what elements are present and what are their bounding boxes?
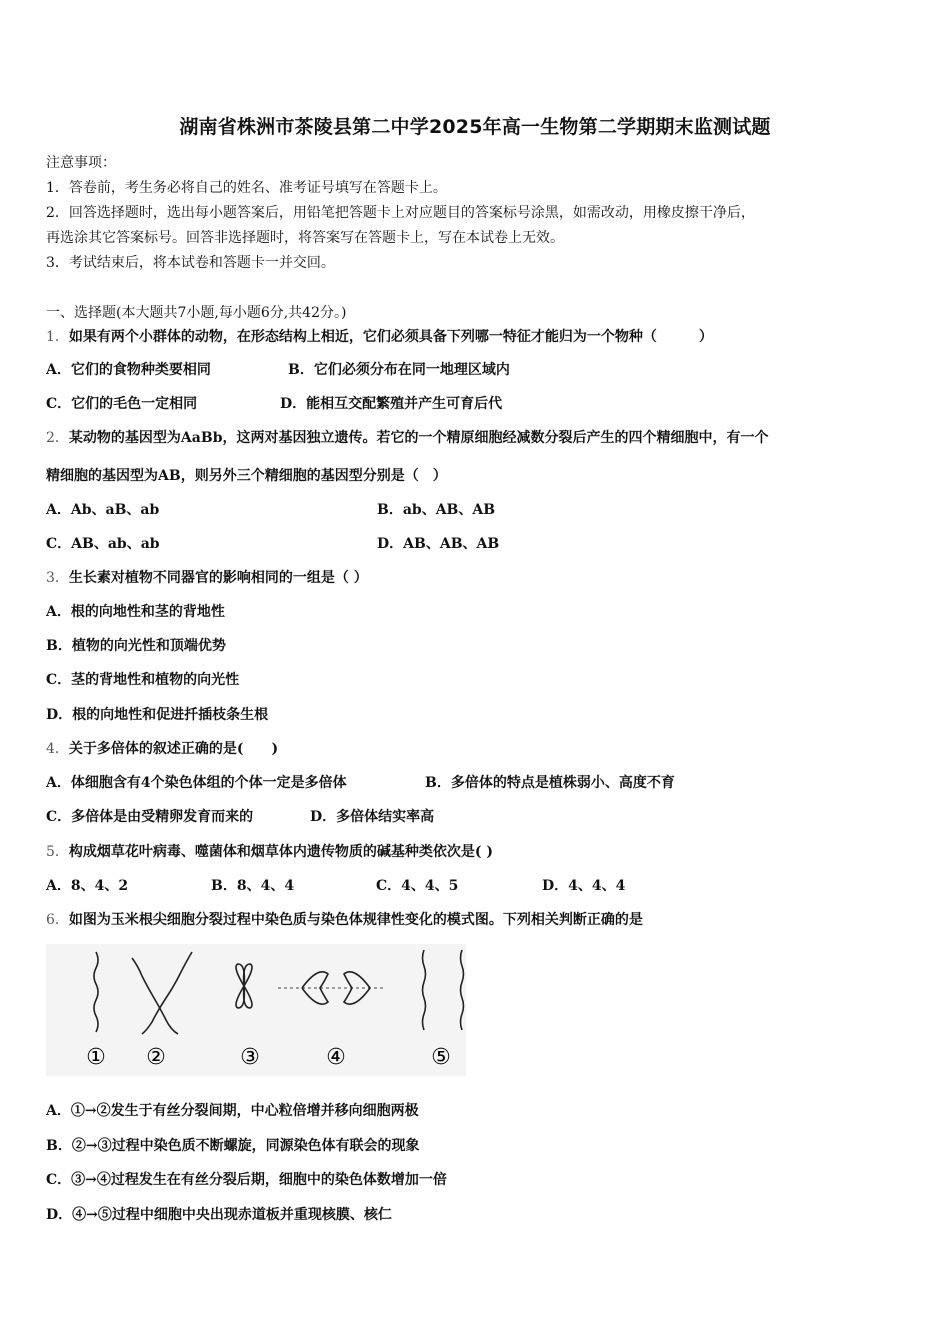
question-stem: 关于多倍体的叙述正确的是( ) bbox=[68, 741, 279, 757]
question-2 bbox=[46, 428, 768, 448]
figure-label-1: ① bbox=[86, 1045, 106, 1070]
option-c: C．它们的毛色一定相同 bbox=[46, 396, 198, 412]
option-c: C．③→④过程发生在有丝分裂后期，细胞中的染色体数增加一倍 bbox=[46, 1172, 447, 1188]
question-stem: 构成烟草花叶病毒、噬菌体和烟草体内遗传物质的碱基种类依次是( ) bbox=[68, 844, 494, 860]
question-number: 4． bbox=[46, 741, 69, 757]
question-stem: 生长素对植物不同器官的影响相同的一组是（ ） bbox=[68, 570, 368, 586]
option-d: D．根的向地性和促进扦插枝条生根 bbox=[46, 707, 269, 723]
question-1 bbox=[46, 327, 713, 347]
question-5 bbox=[46, 842, 493, 862]
figure-label-3: ③ bbox=[240, 1045, 260, 1070]
option-c: C．AB、ab、ab bbox=[46, 536, 160, 552]
option-a: A．体细胞含有4个染色体组的个体一定是多倍体 bbox=[46, 775, 347, 791]
option-a: A．Ab、aB、ab bbox=[46, 502, 160, 518]
option-c: C．茎的背地性和植物的向光性 bbox=[46, 672, 240, 688]
option-b: B．8、4、4 bbox=[211, 878, 295, 894]
option-d: D．多倍体结实率高 bbox=[310, 809, 435, 825]
option-b: B．植物的向光性和顶端优势 bbox=[46, 638, 226, 654]
figure-label-4: ④ bbox=[326, 1045, 346, 1070]
option-d: D．4、4、4 bbox=[542, 878, 626, 894]
option-a: A．8、4、2 bbox=[46, 878, 129, 894]
question-stem: 如果有两个小群体的动物，在形态结构上相近，它们必须具备下列哪一特征才能归为一个物种（ ） bbox=[68, 329, 713, 345]
option-d: D．AB、AB、AB bbox=[377, 536, 500, 552]
notice-item: 再选涂其它答案标号。回答非选择题时，将答案写在答题卡上，写在本试卷上无效。 bbox=[46, 230, 564, 246]
question-number: 5． bbox=[46, 844, 69, 860]
question-number: 6． bbox=[46, 912, 69, 928]
option-d: D．④→⑤过程中细胞中央出现赤道板并重现核膜、核仁 bbox=[46, 1207, 392, 1223]
option-b: B．多倍体的特点是植株弱小、高度不育 bbox=[425, 775, 675, 791]
option-a: A．①→②发生于有丝分裂间期，中心粒倍增并移向细胞两极 bbox=[46, 1103, 419, 1119]
option-d: D．能相互交配繁殖并产生可育后代 bbox=[280, 396, 503, 412]
question-4 bbox=[46, 739, 278, 759]
option-b: B．ab、AB、AB bbox=[377, 502, 496, 518]
notice-item: 1．答卷前，考生务必将自己的姓名、准考证号填写在答题卡上。 bbox=[46, 180, 447, 196]
question-6 bbox=[46, 910, 643, 930]
question-number: 2． bbox=[46, 430, 69, 446]
option-b: B．②→③过程中染色质不断螺旋，同源染色体有联会的现象 bbox=[46, 1138, 420, 1154]
option-c: C．多倍体是由受精卵发育而来的 bbox=[46, 809, 254, 825]
chromosome-figure bbox=[46, 944, 466, 1076]
question-stem: 某动物的基因型为AaBb，这两对基因独立遗传。若它的一个精原细胞经减数分裂后产生的四个精细胞中，有一个 bbox=[68, 430, 769, 446]
option-b: B．它们必须分布在同一地理区域内 bbox=[288, 362, 510, 378]
question-stem-continued: 精细胞的基因型为AB，则另外三个精细胞的基因型分别是（ ） bbox=[46, 468, 447, 484]
question-3 bbox=[46, 568, 368, 588]
figure-label-2: ② bbox=[146, 1045, 166, 1070]
question-number: 3． bbox=[46, 570, 69, 586]
question-number: 1． bbox=[46, 329, 69, 345]
option-a: A．它们的食物种类要相同 bbox=[46, 362, 211, 378]
figure-label-5: ⑤ bbox=[431, 1045, 451, 1070]
notice-heading: 注意事项： bbox=[46, 155, 116, 171]
question-stem: 如图为玉米根尖细胞分裂过程中染色质与染色体规律性变化的模式图。下列相关判断正确的是 bbox=[68, 912, 643, 928]
option-c: C．4、4、5 bbox=[376, 878, 459, 894]
notice-item: 2．回答选择题时，选出每小题答案后，用铅笔把答题卡上对应题目的答案标号涂黑，如需改动，用橡皮擦干净后， bbox=[46, 205, 755, 221]
page-title: 湖南省株洲市茶陵县第二中学2025年高一生物第二学期期末监测试题 bbox=[179, 116, 771, 138]
option-a: A．根的向地性和茎的背地性 bbox=[46, 604, 225, 620]
section-heading: 一、选择题(本大题共7小题,每小题6分,共42分。) bbox=[46, 305, 347, 321]
notice-item: 3．考试结束后，将本试卷和答题卡一并交回。 bbox=[46, 255, 335, 271]
